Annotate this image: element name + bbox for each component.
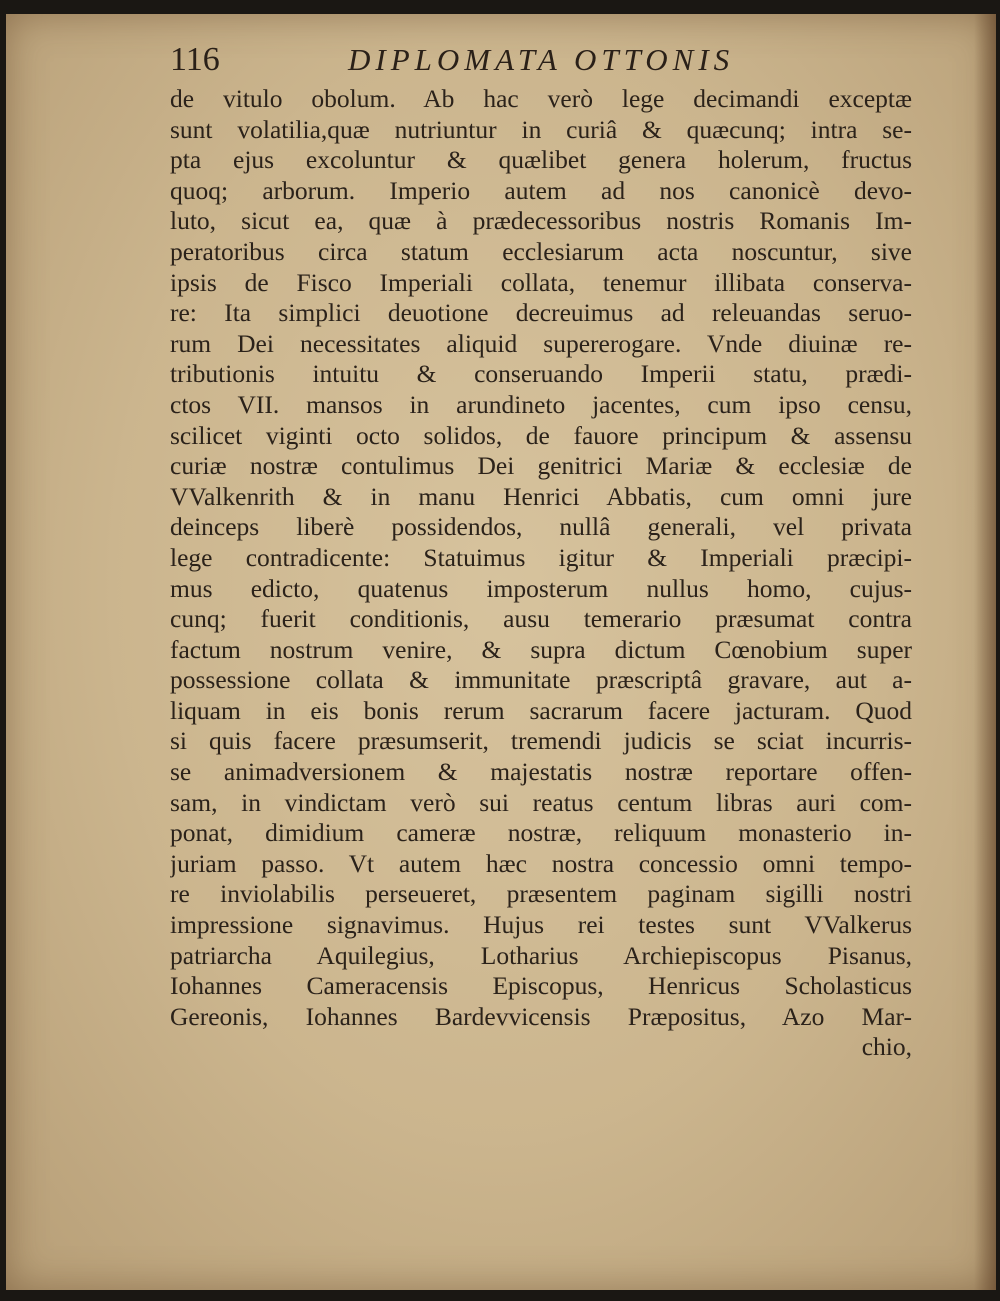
text-line: quoq; arborum. Imperio autem ad nos canonicè devo- (170, 175, 912, 205)
text-line: mus edicto, quatenus imposterum nullus homo, cujus- (170, 573, 912, 603)
text-line: se animadversionem & majestatis nostræ reportare offen- (170, 757, 912, 787)
text-line: tributionis intuitu & conseruando Imperii statu, prædi- (170, 359, 912, 389)
text-line: curiæ nostræ contulimus Dei genitrici Mariæ & ecclesiæ de (170, 451, 912, 481)
text-line: sam, in vindictam verò sui reatus centum libras auri com- (170, 787, 912, 817)
text-line: lege contradicente: Statuimus igitur & Imperiali præcipi- (170, 542, 912, 572)
text-line: re: Ita simplici deuotione decreuimus ad releuandas seruo- (170, 298, 912, 328)
running-head (170, 36, 810, 84)
text-line: scilicet viginti octo solidos, de fauore principum & assensu (170, 420, 912, 450)
book-page (6, 14, 996, 1290)
text-line: de vitulo obolum. Ab hac verò lege decimandi exceptæ (170, 84, 912, 113)
text-line: VValkenrith & in manu Henrici Abbatis, cum omni jure (170, 481, 912, 511)
text-line: cunq; fuerit conditionis, ausu temerario præsumat contra (170, 604, 912, 634)
text-line: ponat, dimidium cameræ nostræ, reliquum monasterio in- (170, 818, 912, 848)
text-line: si quis facere præsumserit, tremendi judicis se sciat incurris- (170, 726, 912, 756)
catchword: chio, (861, 1032, 912, 1062)
text-line: liquam in eis bonis rerum sacrarum facere jacturam. Quod (170, 695, 912, 725)
text-line: ipsis de Fisco Imperiali collata, tenemur illibata conserva- (170, 267, 912, 297)
text-line: impressione signavimus. Hujus rei testes sunt VValkerus (170, 910, 912, 940)
text-line: ctos VII. mansos in arundineto jacentes, cum ipso censu, (170, 389, 912, 419)
text-line: patriarcha Aquilegius, Lotharius Archiepiscopus Pisanus, (170, 940, 912, 970)
text-line: juriam passo. Vt autem hæc nostra concessio omni tempo- (170, 848, 912, 878)
body-text (170, 84, 912, 1063)
text-line: factum nostrum venire, & supra dictum Cœnobium super (170, 634, 912, 664)
text-line: rum Dei necessitates aliquid supererogare. Vnde diuinæ re- (170, 328, 912, 358)
running-title: DIPLOMATA OTTONIS (348, 42, 735, 77)
page-edge-stain (974, 14, 996, 1290)
text-line: possessione collata & immunitate præscriptâ gravare, aut a- (170, 665, 912, 695)
text-line: Iohannes Cameracensis Episcopus, Henricus Scholasticus (170, 971, 912, 1001)
text-line: peratoribus circa statum ecclesiarum acta noscuntur, sive (170, 236, 912, 266)
text-line: re inviolabilis perseueret, præsentem paginam sigilli nostri (170, 879, 912, 909)
text-line: luto, sicut ea, quæ à prædecessoribus nostris Romanis Im- (170, 206, 912, 236)
text-line: Gereonis, Iohannes Bardevvicensis Præpositus, Azo Mar- (170, 1001, 912, 1031)
text-line: deinceps liberè possidendos, nullâ generali, vel privata (170, 512, 912, 542)
text-line: pta ejus excoluntur & quælibet genera holerum, fructus (170, 145, 912, 175)
text-line: sunt volatilia,quæ nutriuntur in curiâ & quæcunq; intra se- (170, 114, 912, 144)
page-number: 116 (170, 41, 220, 78)
